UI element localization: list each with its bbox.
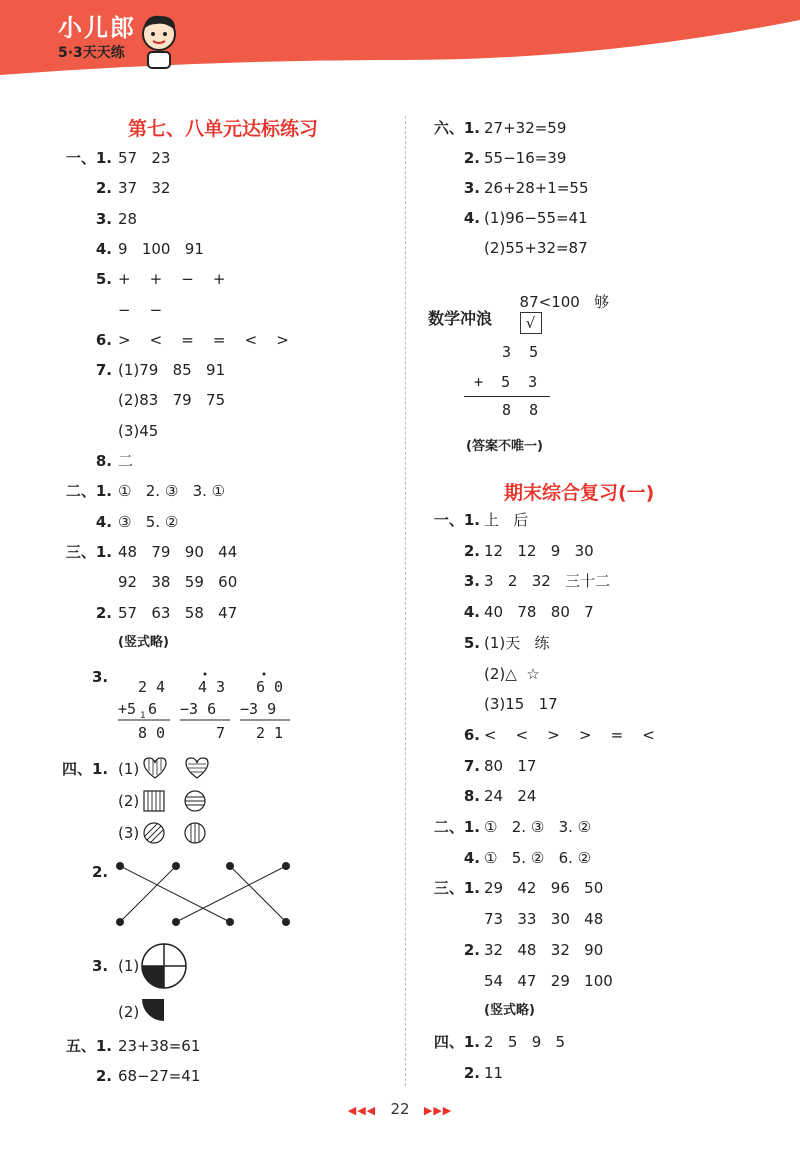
answer-label: 一、1. [65, 149, 112, 167]
left-section-title: 第七、八单元达标练习 [128, 118, 319, 140]
heart-shapes [140, 756, 220, 780]
answer-text: 37 32 [118, 179, 171, 198]
answer-label: 4. [463, 209, 480, 227]
answer-text: 92 38 59 60 [118, 573, 238, 592]
answer-label: 8. [95, 452, 112, 470]
answer-text: < < > > = < [484, 725, 655, 744]
calc1-second: 6 [148, 700, 158, 718]
answer-text: 23+38=61 [118, 1037, 201, 1055]
answer-text: 57 23 [118, 149, 171, 167]
answer-label: 2. [95, 1067, 112, 1085]
answer-label: 二、1. [433, 818, 480, 836]
answer-label: 2. [463, 940, 480, 959]
answer-label: 4. [463, 603, 480, 622]
brand-name: 小儿郎 [58, 14, 136, 42]
answer-text: 54 47 29 100 [484, 971, 613, 990]
answer-label: 6. [95, 330, 112, 349]
calc3-result: 2 1 [256, 724, 284, 742]
answer-text: (1)天 练 [484, 633, 550, 652]
answer-text: (2)△ ☆ [484, 664, 540, 683]
quarter-circle-figure [140, 942, 190, 992]
surf-calc-line [464, 396, 550, 397]
answer-label: 6. [463, 725, 480, 744]
surf-title: 数学冲浪 [428, 309, 493, 328]
answer-text: 55−16=39 [484, 149, 567, 167]
calc1-carry: 1 [140, 711, 146, 721]
calc2-top: 4 3 [198, 678, 226, 696]
q4-1-part3: (3) [118, 824, 140, 842]
answer-text: (2)55+32=87 [484, 239, 588, 257]
q4-1-part1: (1) [118, 760, 140, 778]
q4-3-label: 3. [92, 957, 109, 975]
calc1-top: 2 4 [138, 678, 166, 696]
answer-label: 7. [95, 361, 112, 380]
calc3-top: 6 0 [256, 678, 284, 696]
circle-shapes [142, 821, 222, 845]
answer-label: 三、1. [433, 879, 480, 898]
answer-text: ① 5. ② 6. ② [484, 848, 592, 867]
answer-text: 2 5 9 5 [484, 1032, 566, 1051]
q4-label: 四、1. [62, 760, 109, 778]
answer-label: 2. [463, 1063, 480, 1082]
answer-text: 73 33 30 48 [484, 910, 604, 929]
answer-label: 4. [463, 848, 480, 867]
answer-label: 7. [463, 756, 480, 775]
check-mark-box: √ [520, 312, 542, 334]
surf-calc-second: + 5 3 [474, 373, 538, 391]
answer-text: 12 12 9 30 [484, 541, 594, 560]
surf-note: (答案不唯一) [466, 439, 543, 454]
vertical-calc-figure [112, 668, 302, 748]
answer-text: 24 24 [484, 787, 537, 806]
brand-logo [58, 14, 136, 62]
answer-text: + + − + [118, 270, 226, 289]
answer-label: 五、1. [65, 1037, 112, 1055]
answer-label: 8. [463, 787, 480, 806]
surf-calc-result: 8 8 [502, 401, 539, 419]
answer-label: 5. [463, 633, 480, 652]
answer-text: 29 42 96 50 [484, 879, 604, 898]
calc1-result: 8 0 [138, 724, 166, 742]
q4-3-part2: (2) [118, 1003, 140, 1021]
answer-label: 二、1. [65, 482, 112, 501]
answer-text: (3)15 17 [484, 695, 558, 714]
answer-text: − − [118, 300, 163, 319]
answer-text: (2)83 79 75 [118, 391, 226, 410]
page-number: 22 [390, 1100, 410, 1118]
q4-3-part1: (1) [118, 957, 140, 975]
calc2-result: 7 [216, 724, 226, 742]
answer-label: 4. [95, 512, 112, 531]
surf-calc-top: 3 5 [502, 343, 539, 361]
answer-text: ① 2. ③ 3. ② [484, 818, 592, 836]
mascot-icon [136, 10, 182, 72]
answer-text: (竖式略) [484, 1003, 535, 1019]
answer-text: ① 2. ③ 3. ① [118, 482, 226, 501]
calc2-op: −3 6 [180, 700, 217, 718]
enough-line: 87<100 够 √ [519, 293, 610, 332]
square-circle-shapes [142, 789, 222, 813]
brand-subtitle: 5·3天天练 [58, 45, 125, 61]
answer-text: > < = = < > [118, 330, 289, 349]
answer-text: 80 17 [484, 756, 537, 775]
answer-label: 3. [463, 179, 480, 197]
answer-text: 40 78 80 7 [484, 603, 594, 622]
answer-label: 一、1. [433, 511, 480, 529]
answer-text: 26+28+1=55 [484, 179, 589, 197]
answer-text: 27+32=59 [484, 119, 567, 137]
answer-text: 68−27=41 [118, 1067, 201, 1085]
answer-text: 9 100 91 [118, 239, 204, 258]
answer-text: 57 63 58 47 [118, 603, 238, 622]
answer-text: 二 [118, 452, 134, 470]
answer-label: 2. [95, 179, 112, 198]
answer-text: ③ 5. ② [118, 512, 179, 531]
answer-label: 三、1. [65, 542, 112, 561]
vertical-calc-label: 3. [92, 668, 109, 686]
next-arrows-icon: ▶▶▶ [423, 1104, 453, 1117]
matching-lines [110, 856, 300, 932]
answer-text: (3)45 [118, 421, 159, 440]
answer-text: (1)96−55=41 [484, 209, 588, 227]
q4-1-part2: (2) [118, 792, 140, 810]
answer-text: 11 [484, 1063, 504, 1082]
prev-arrows-icon: ◀◀◀ [347, 1104, 377, 1117]
answer-label: 3. [95, 209, 112, 228]
answer-label: 4. [95, 239, 112, 258]
answer-text: (1)79 85 91 [118, 361, 226, 380]
answer-label: 四、1. [433, 1032, 480, 1051]
answer-label: 3. [463, 572, 480, 591]
answer-text: 3 2 32 三十二 [484, 572, 611, 591]
right-section-title: 期末综合复习(一) [504, 482, 655, 504]
answer-text: 上 后 [484, 511, 529, 529]
page-footer [0, 1100, 800, 1118]
calc1-op: +5 [118, 700, 137, 718]
answer-text: 28 [118, 209, 138, 228]
answer-label: 2. [463, 149, 480, 167]
answer-label: 六、1. [433, 119, 480, 137]
q4-2-label: 2. [92, 863, 109, 881]
quarter-shape [140, 997, 170, 1023]
answer-text: 48 79 90 44 [118, 542, 238, 561]
answer-label: 2. [95, 603, 112, 622]
answer-text: (竖式略) [118, 634, 169, 650]
answer-text: 32 48 32 90 [484, 940, 604, 959]
column-divider [405, 116, 406, 1086]
answer-label: 5. [95, 270, 112, 289]
calc3-op: −3 9 [240, 700, 277, 718]
answer-label: 2. [463, 541, 480, 560]
